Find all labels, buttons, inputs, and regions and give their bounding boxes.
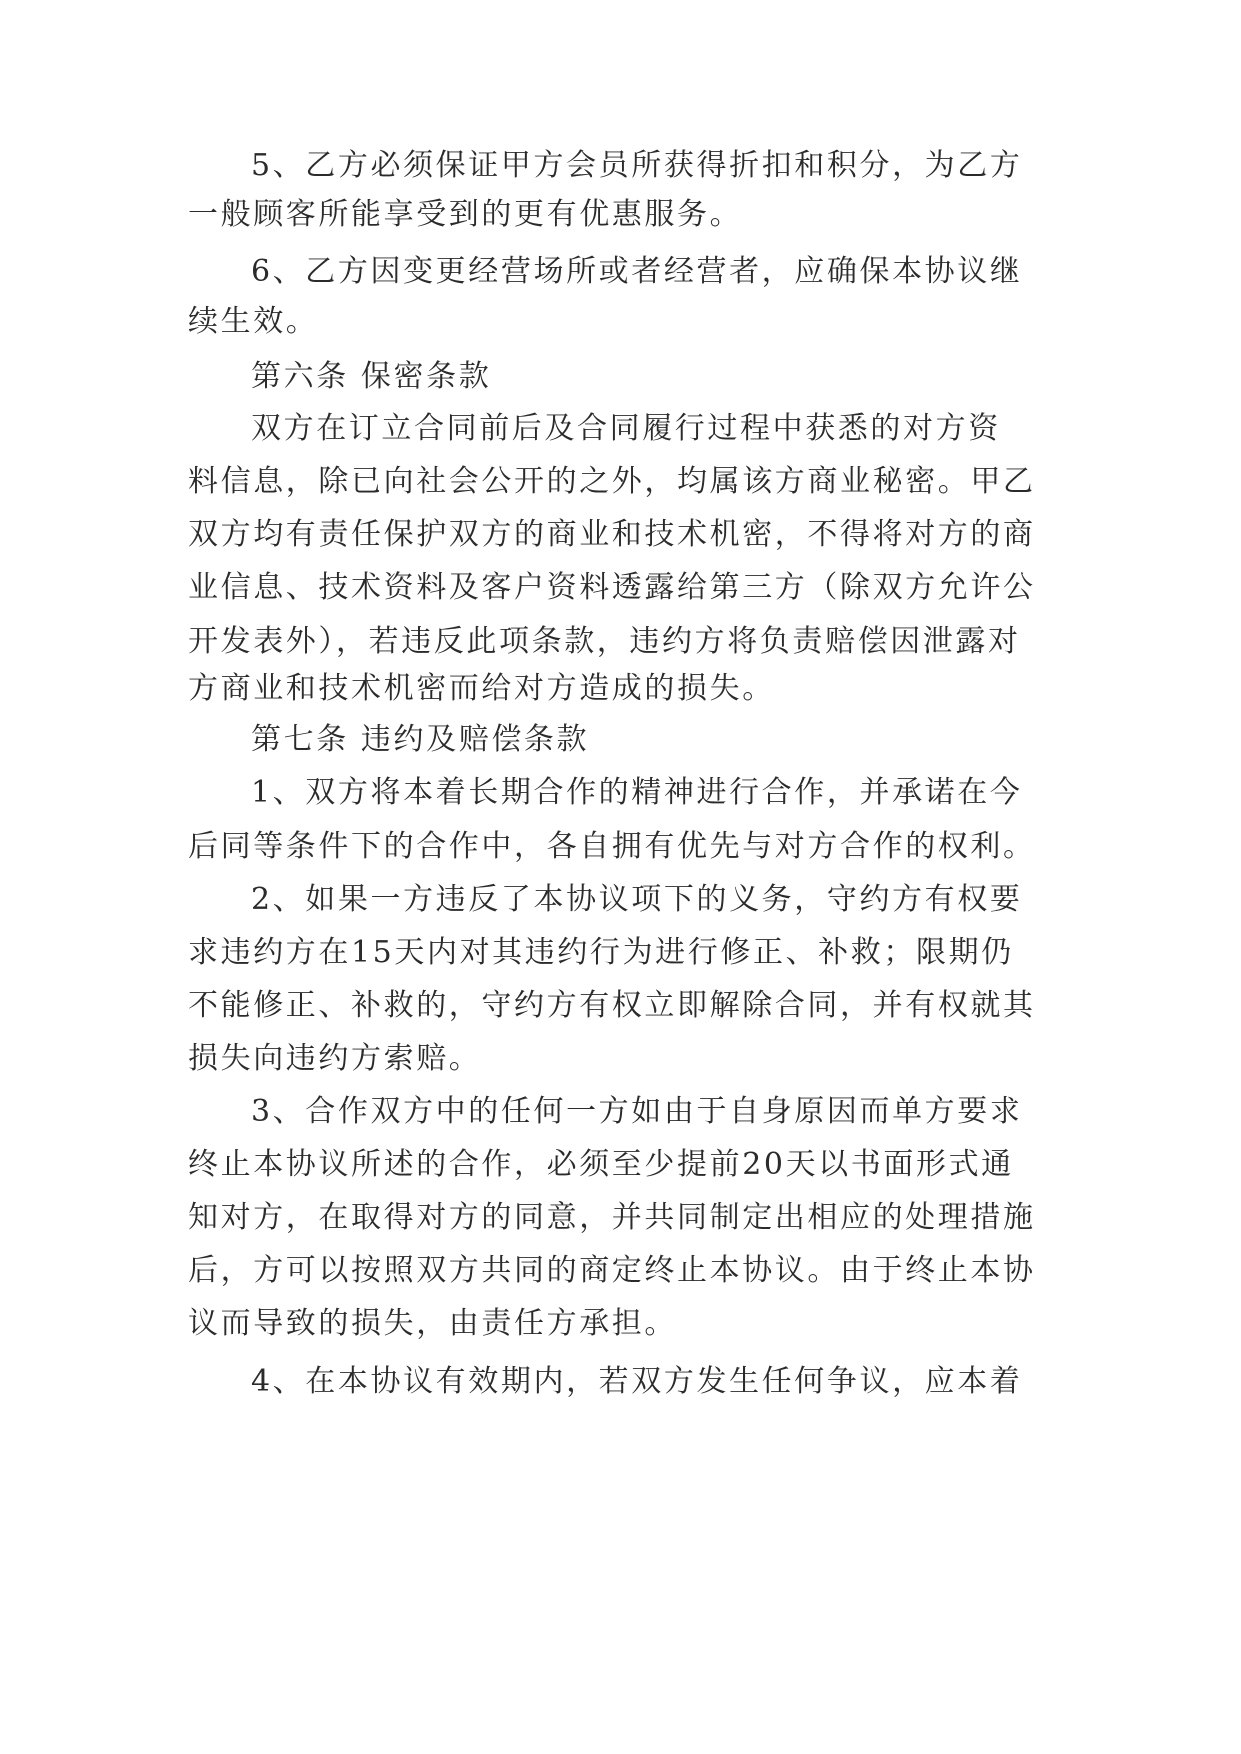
clause-5-line-1: 5、乙方必须保证甲方会员所获得折扣和积分，为乙方: [251, 148, 1023, 183]
breach-2-line-2: 求违约方在15天内对其违约行为进行修正、补救；限期仍: [188, 935, 1014, 970]
article-6-heading: 第六条 保密条款: [251, 359, 492, 394]
breach-4-line-1: 4、在本协议有效期内，若双方发生任何争议，应本着: [251, 1364, 1023, 1399]
breach-1-line-2: 后同等条件下的合作中，各自拥有优先与对方合作的权利。: [188, 829, 1036, 864]
clause-6-line-1: 6、乙方因变更经营场所或者经营者，应确保本协议继: [251, 254, 1023, 289]
breach-3-line-1: 3、合作双方中的任何一方如由于自身原因而单方要求: [251, 1094, 1023, 1129]
confidentiality-line-4: 业信息、技术资料及客户资料透露给第三方（除双方允许公: [188, 570, 1036, 605]
confidentiality-line-5: 开发表外），若违反此项条款，违约方将负责赔偿因泄露对: [188, 624, 1021, 659]
confidentiality-line-2: 料信息，除已向社会公开的之外，均属该方商业秘密。甲乙: [188, 464, 1036, 499]
breach-1-line-1: 1、双方将本着长期合作的精神进行合作，并承诺在今: [251, 775, 1023, 810]
breach-2-line-1: 2、如果一方违反了本协议项下的义务，守约方有权要: [251, 882, 1023, 917]
article-7-heading: 第七条 违约及赔偿条款: [251, 722, 590, 757]
breach-3-line-4: 后，方可以按照双方共同的商定终止本协议。由于终止本协: [188, 1253, 1036, 1288]
confidentiality-line-3: 双方均有责任保护双方的商业和技术机密，不得将对方的商: [188, 517, 1036, 552]
breach-3-line-2: 终止本协议所述的合作，必须至少提前20天以书面形式通: [188, 1147, 1014, 1182]
breach-2-line-3: 不能修正、补救的，守约方有权立即解除合同，并有权就其: [188, 988, 1036, 1023]
breach-3-line-5: 议而导致的损失，由责任方承担。: [188, 1306, 677, 1341]
breach-2-line-4: 损失向违约方索赔。: [188, 1041, 482, 1076]
clause-6-line-2: 续生效。: [188, 304, 319, 339]
clause-5-line-2: 一般顾客所能享受到的更有优惠服务。: [188, 197, 743, 232]
confidentiality-line-6: 方商业和技术机密而给对方造成的损失。: [188, 671, 775, 706]
confidentiality-line-1: 双方在订立合同前后及合同履行过程中获悉的对方资: [251, 411, 1001, 446]
breach-3-line-3: 知对方，在取得对方的同意，并共同制定出相应的处理措施: [188, 1200, 1036, 1235]
